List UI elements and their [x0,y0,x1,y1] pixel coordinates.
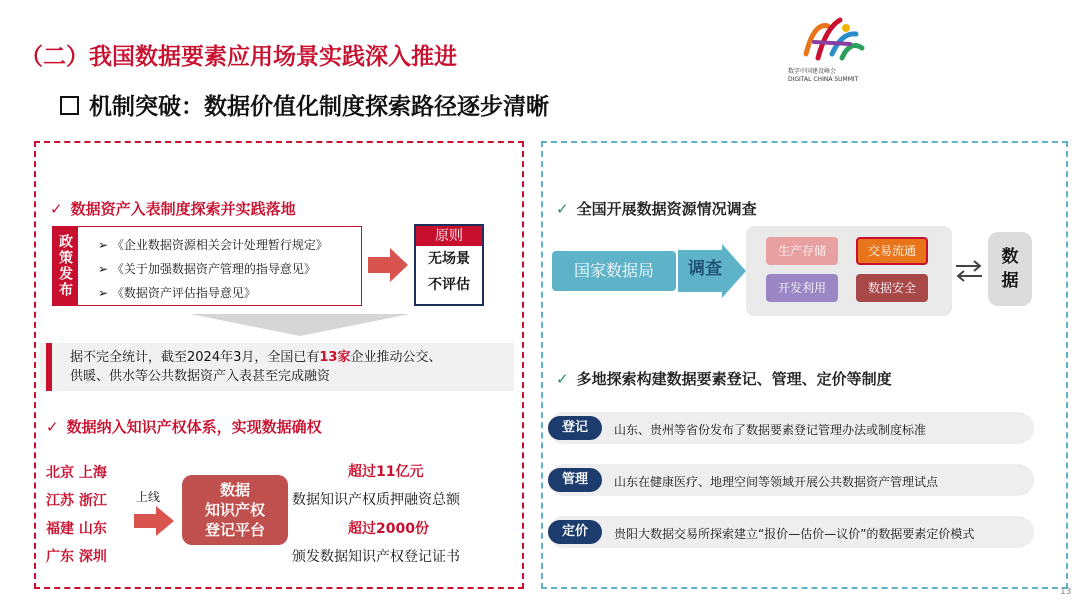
city-pair: 江苏 浙江 [46,493,107,509]
scope-tile [856,274,928,302]
summit-logo [784,14,880,88]
national-data-bureau-box: 国家数据局 [552,251,676,291]
page-subtitle [60,88,549,121]
scope-tile-highlighted [856,237,928,265]
right-section1-title [556,198,757,219]
system-row-text: 贵阳大数据交易所探索建立“报价—估价—议价”的数据要素定价模式 [614,527,975,541]
stat-text-post: 企业推动公交、 [350,350,442,365]
stat-text [70,348,441,386]
platform-line: 知识产权 [204,501,265,519]
online-label: 上线 [136,490,161,504]
right-arrow-icon [134,506,174,536]
bidirectional-arrow-icon [954,258,984,284]
scope-tile [766,237,838,265]
arrow-bullet-icon: ➢ [98,238,112,252]
system-row [548,516,1034,548]
policy-item-text: 《企业数据资源相关会计处理暂行规定》 [111,238,328,252]
page-subtitle-text: 机制突破：数据价值化制度探索路径逐步清晰 [89,94,549,120]
right-section2-title-text: 多地探索构建数据要素登记、管理、定价等制度 [576,370,892,388]
policy-item [98,284,256,301]
logo-line1: 数字中国建设峰会 [788,68,837,75]
logo-line2: DIGITAL CHINA SUMMIT [788,76,859,83]
scope-tile-label: 开发利用 [777,281,826,295]
platform-line: 登记平台 [204,521,265,539]
financing-amount: 超过11亿元 [348,464,424,480]
scope-tile [766,274,838,302]
stat-highlight: 13家 [319,350,351,365]
system-row [548,464,1034,496]
policy-item [98,236,328,253]
arrow-bullet-icon: ➢ [98,286,112,300]
stat-text-pre: 据不完全统计，截至2024年3月，全国已有 [70,350,320,365]
arrow-bullet-icon: ➢ [98,262,112,276]
policy-item [98,260,316,277]
survey-label: 调查 [688,259,722,279]
financing-label: 数据知识产权质押融资总额 [292,492,460,508]
right-arrow-icon [368,248,408,282]
system-row-text: 山东在健康医疗、地理空间等领域开展公共数据资产管理试点 [614,475,939,489]
data-cylinder-label: 数 [1001,247,1019,267]
data-cylinder-label: 据 [1001,271,1019,291]
system-row [548,412,1034,444]
policy-tag: 政策发布 [52,226,78,306]
ip-platform-box [182,475,288,545]
principle-line: 无场景 [428,251,470,267]
left-section1-title-text: 数据资产入表制度探索并实践落地 [70,200,296,218]
scope-tile-label: 交易流通 [867,244,916,258]
system-row-tag: 登记 [548,416,602,440]
right-section2-title [556,368,892,389]
system-row-text: 山东、贵州等省份发布了数据要素登记管理办法或制度标准 [614,423,927,437]
check-icon: ✓ [46,418,59,436]
scope-tile-label: 生产存储 [777,244,826,258]
left-section2-title [46,416,322,437]
check-icon: ✓ [50,200,63,218]
city-pair: 北京 上海 [46,465,107,481]
certificate-count: 超过2000份 [348,521,429,537]
principle-head: 原则 [416,226,482,246]
down-chevron-shadow-icon [190,314,410,336]
summit-logo-mark-icon [784,14,880,66]
right-section1-title-text: 全国开展数据资源情况调查 [576,200,757,218]
policy-item-text: 《数据资产评估指导意见》 [111,286,256,300]
system-row-tag: 定价 [548,520,602,544]
page-number: 13 [1060,587,1072,597]
stat-accent-bar [46,343,52,391]
city-pair: 福建 山东 [46,521,107,537]
principle-box [414,224,484,306]
policy-item-text: 《关于加强数据资产管理的指导意见》 [111,262,316,276]
city-pair: 广东 深圳 [46,549,107,565]
certificate-label: 颁发数据知识产权登记证书 [292,549,460,565]
square-bullet-icon [60,96,79,115]
data-cylinder [988,232,1032,306]
left-section1-title [50,198,296,219]
platform-line: 数据 [219,481,250,499]
check-icon: ✓ [556,200,569,218]
scope-tile-label: 数据安全 [867,281,916,295]
check-icon: ✓ [556,370,569,388]
system-row-tag: 管理 [548,468,602,492]
principle-line: 不评估 [428,277,470,293]
page-title: （二）我国数据要素应用场景实践深入推进 [20,44,457,70]
stat-text-line2: 供暖、供水等公共数据资产入表甚至完成融资 [70,369,331,384]
left-section2-title-text: 数据纳入知识产权体系，实现数据确权 [66,418,322,436]
